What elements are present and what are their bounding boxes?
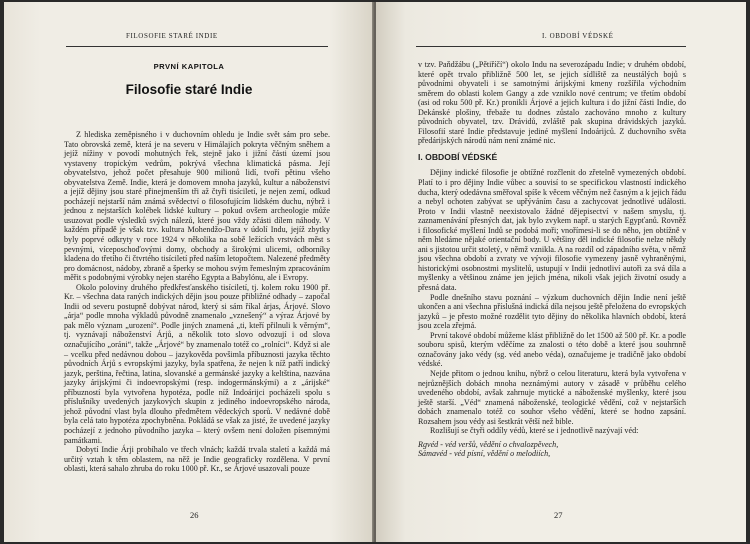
right-body-text (418, 60, 686, 459)
paragraph: Dějiny indické filosofie je obtížné rozčlenit do zřetelně vymezených období. Platí to i pro dějiny Indie vůbec a souvisí to se specifickou vlastností indického ducha, který odedávna směřoval spíše k věcem věčným než časným a k jejich řádu a nebyl ochoten zabývat se upřýváním času a zachycovat jednotlivé události. Proto v Indii vlastně neexistovalo žádné dějepisectví v našem smyslu, tj. zaznamenávání přesných dat, jak bylo zvykem např. u starých Egypťanů. Rovněž i filosofické myšlení Indů se podobá moři; vnořímesi-li se do něho, jen obtížně v něm hledáme nějaké orientační body. U většiny děl indické filosofie nelze někdy ani s jistotou určit stoletý, v němž vznikla. A na rozdíl od západního světa, v němž jsou všechna období a zvraty ve vývoji filosofie vymezeny jasně vyhraněnými, historickými osobnostmi myslitelů, ustupují v Indii jednotliví autoři za svá díla a myšlenky a většinou známe jen jejich jména, nikoli však jejich životní osudy a přesná data. (418, 168, 686, 293)
left-page (4, 2, 374, 542)
right-page (376, 2, 746, 542)
page-number-right: 27 (554, 510, 563, 520)
paragraph: Podle dnešního stavu poznání – výzkum duchovních dějin Indie není ještě ukončen a ani všechna příslušná indická díla nejsou ještě přeložena do evropských jazyků – je přesto možné rozdělit tyto dějiny do několika hlavních období, která jsou zcela zřejmá. (418, 292, 686, 331)
section-heading: I. OBDOBÍ VÉDSKÉ (418, 151, 498, 162)
veda-definitions (418, 440, 686, 459)
running-head-right: I. OBDOBÍ VÉDSKÉ (542, 32, 614, 40)
header-rule-left (66, 46, 328, 47)
book-spread (4, 2, 746, 542)
paragraph: Z hlediska zeměpisného i v duchovním ohledu je Indie svět sám pro sebe. Tato obrovská země, která je na severu v Himálajích pokryta věčným sněhem a jejíž nížiny v povodí mohutných řek, stejně jako i jižní části území jsou vystaveny tropickým vedrům, pokrývá všechna klimatická pásma. Její obyvatelstvo, jehož počet přesahuje 900 milionů lidí, tvoří pětinu všeho obyvatelstva Země. Indie, která je domovem mnoha jazyků, kultur a náboženství a jejíž dějiny jsou staré přinejmenším tři až čtyři tisíciletí, je nejen zemí, odkud pocházejí nejstarší nám známá svědectví o filosofujícím lidském duchu, nýbrž i jednou z nejstarších kolébek lidské kultury – pokud ovšem archeologie může usuzovat podle výsledků svých nálezů, které jsou vždy zčásti dílem náhody. V každém případě je však tzv. kultura Mohendžo-Dara v údolí Indu, jejíž zbytky byly poprvé odkryty v roce 1924 v několika na sobě ležících vrstvách měst s pevnými, víceposchoďovými domy, obchody a širokými ulicemi, odborníky kladena do třetího či čtvrtého tisíciletí před naším letopočtem. Nalezené předměty pro domácnost, nádoby, zbraně a šperky se mohou svým řemeslným zpracováním měřit s podobnými výrobky nejen starého Egypta a Babylónu, ale i Evropy. (64, 130, 330, 283)
paragraph: Dobytí Indie Árji probíhalo ve třech vlnách; každá trvala staletí a každá má určitý vztah k těm oblastem, na něž je Indie geograficky rozdělena. V první oblasti, která sahalo zhruba do roku 1000 př. Kr., se Árjové usazovali pouze (64, 445, 330, 474)
paragraph: Okolo poloviny druhého předkřesťanského tisíciletí, tj. kolem roku 1900 př. Kr. – všechna data raných indických dějin jsou pouze přibližné odhady – započal Indii od severu postupně dobývat národ, který si sám říkal árjas, Árjové. Slovo „árja“ podle mnoha výkladů původně znamenalo „vznešený“ a výraz Árjové by pak mělo význam „urození“. Podle jiných znamená „ti, kteří přilnuli k věrným“, tj. vyznávají náboženství Árjů, a několik toto slovo odvozují i od slova označujícího „oráni“, takže „Árjové“ by znamenalo totéž co „rolníci“. Když si ale – vcelku před nedávnou dobou – jazykověda povšimla příbuznosti jazyka těchto původních Árjů s evropskými jazyky, byla spatřena, že nejen k níž patří indický jazyk, perština, řečtina, latina, slovanské a germánské jazyky a keltština, nazvána jazyky árijskými či indoevropskými (resp. indogermánskými) a z „árijské“ příbuzností byla vytvořena hypotéza, podle níž Indoárijci pocházeli spolu s příslušníky uvedených jazykových skupin z jediného indoevropského národa, jehož původní vlast byla dlouho předmětem vědeckých sporů. V nedávné době byla celá tato hypotéza zpochybněna. Pokládá se však za jisté, že uvedené jazyky pocházejí z jednoho původního jazyka – který ovšem není doložen písemnými památkami. (64, 282, 330, 445)
paragraph: v tzv. Paňdžábu („Pětiříčí“) okolo Indu na severozápadu Indie; v druhém období, které opět trvalo přibližně 500 let, se jejich sídliště za neustálých bojů s původními obyvateli i se samotnými árijskými kmeny rozšířila východním směrem do oblasti kolem Gangy a zde vzniklo nové centrum; ve třetím období (asi od roku 500 př. Kr.) pronikli Árjové a jejich kultura i do jižní části Indie, do Dekánské plošiny, třebaže tu dodnes zůstalo zachováno mnoho z kultury původních obyvatel, tzv. Drávidů, zvláště pak skupina drávidských jazyků. Filosofií staré Indie představuje jediné myšlení Indoárijců. Z duchovního světa předárijských národů nám není známé nic. (418, 60, 686, 146)
chapter-label: PRVNÍ KAPITOLA (153, 62, 225, 71)
definition-item: Sámavéd - véd písní, vědění o melodiích, (418, 449, 551, 459)
paragraph: První takové období můžeme klást přibližně do let 1500 až 500 př. Kr. a podle souboru spisů, kterým vděčíme za znalosti o této době a které jsou souhrnně označovány jako védy (sg. véd anebo véda), označujeme je tradičně jako období védské. (418, 330, 686, 369)
definition-item: Rgvéd - véd veršů, vědění o chvalozpěvech, (418, 439, 559, 449)
page-number-left: 26 (190, 510, 199, 520)
paragraph: Nejde přitom o jednou knihu, nýbrž o celou literaturu, která byla vytvořena v nejrůznějších dobách mnoha neznámými autory v zásadě v průběhu celého uvedeného období, avšak zahrnuje mytické a náboženské myšlenky, které jsou ještě starší. „Véd“ znamená náboženské, teologické vědění, což v nejstarších dobách znamenalo totéž co souhor všeho vědění, které se hodno zapsání. Rozsahem jsou védy asi šestkrát větší než bible. (418, 368, 686, 426)
paragraph: Rozlišují se čtyři oddíly védů, které se i jednotlivě nazývají véd: (430, 426, 639, 436)
left-body-text (64, 130, 330, 474)
running-head-left: FILOSOFIE STARÉ INDIE (126, 32, 218, 40)
header-rule-right (416, 46, 686, 47)
chapter-title: Filosofie staré Indie (125, 82, 253, 97)
